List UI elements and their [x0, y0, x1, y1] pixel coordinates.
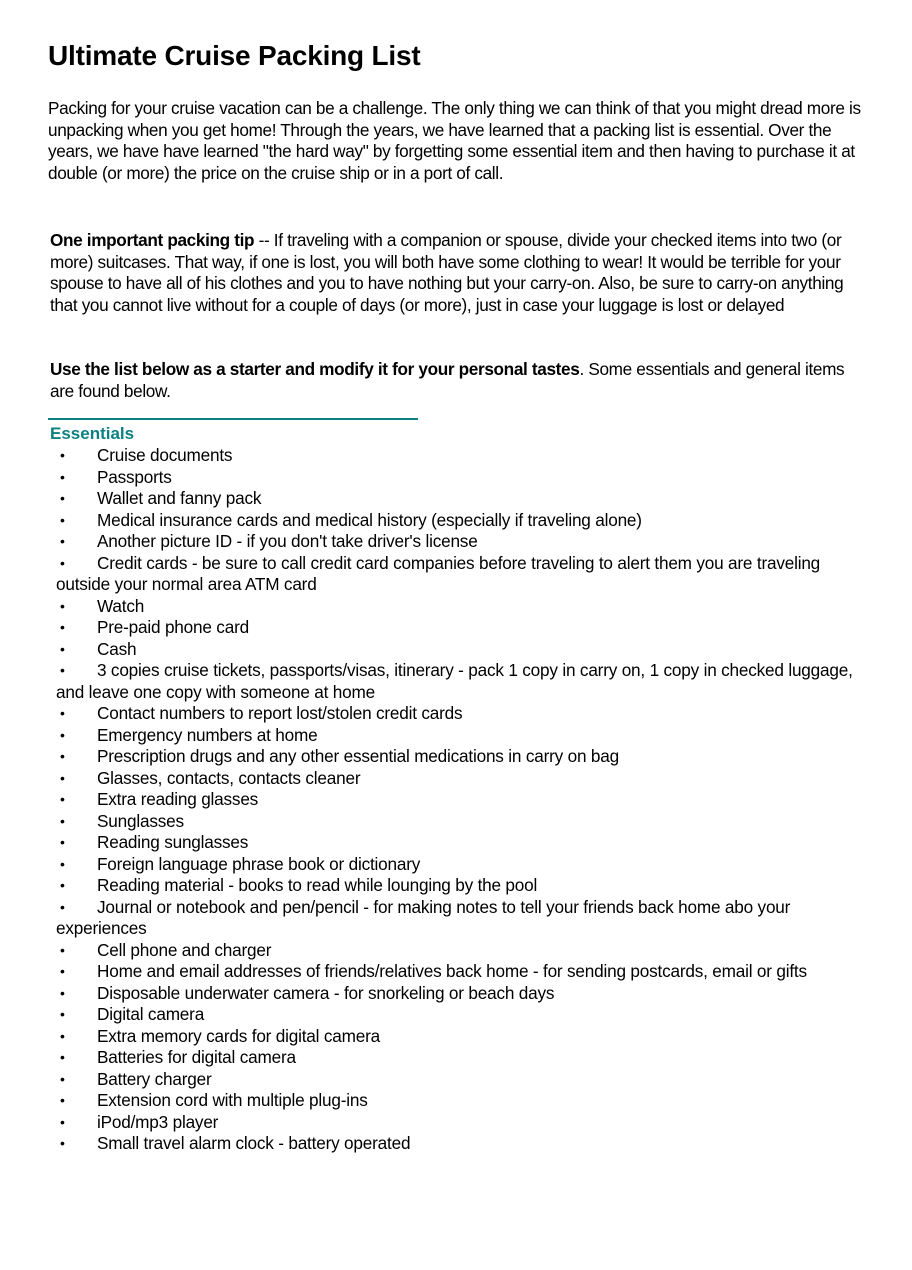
- list-item: [48, 1112, 878, 1134]
- list-item-text: Batteries for digital camera: [97, 1047, 296, 1067]
- list-item: [48, 983, 878, 1005]
- list-item: [48, 1090, 878, 1112]
- list-item-text: Wallet and fanny pack: [97, 488, 262, 508]
- bullet-icon: •: [60, 619, 65, 635]
- list-item-text: Reading sunglasses: [97, 832, 249, 852]
- packing-tip-text: -- If traveling with a companion or spouse, divide your checked items into two (or more) suitcases. That way, if one is lost, you will both have some clothing to wear! It would be terrible for your spouse to have all of his clothes and you to have nothing but your carry-on. Also, be sure to carry-on anything that you cannot live without for a couple of days (or more), just in case your luggage is lost or delayed: [50, 230, 844, 315]
- bullet-icon: •: [60, 1113, 65, 1130]
- bullet-icon: •: [60, 1070, 65, 1087]
- list-item: [48, 832, 878, 854]
- list-item: [48, 596, 878, 618]
- list-item: [48, 1133, 878, 1155]
- list-item: [48, 660, 878, 703]
- list-item-text: Contact numbers to report lost/stolen credit cards: [97, 703, 463, 723]
- starter-label: Use the list below as a starter and modify it for your personal tastes: [50, 359, 580, 379]
- list-item: [48, 746, 878, 768]
- bullet-icon: •: [60, 898, 65, 915]
- list-item-text: Extra memory cards for digital camera: [97, 1025, 380, 1046]
- bullet-icon: •: [60, 877, 65, 893]
- bullet-icon: •: [60, 597, 65, 614]
- bullet-icon: •: [60, 984, 65, 1001]
- list-item: [48, 897, 878, 940]
- list-item-text: Another picture ID - if you don't take driver's license: [97, 531, 478, 551]
- list-item-text: Home and email addresses of friends/relatives back home - for sending postcards, email or gifts: [97, 961, 807, 981]
- list-item-text: Emergency numbers at home: [97, 724, 318, 745]
- list-item: [48, 467, 878, 489]
- bullet-icon: •: [60, 705, 65, 721]
- list-item: [48, 510, 878, 532]
- list-item: [48, 617, 878, 639]
- bullet-icon: •: [60, 963, 65, 979]
- packing-tip-paragraph: [50, 230, 870, 316]
- list-item: [48, 940, 878, 962]
- intro-paragraph: Packing for your cruise vacation can be a challenge. The only thing we can think of that you might dread more is unpacking when you get home! Through the years, we have learned that a packing list is essential. Over the years, we have have learned "the hard way" by forgetting some essential item and then having to purchase it at double (or more) the price on the cruise ship or in a port of call.: [48, 98, 861, 183]
- packing-tip-label: One important packing tip: [50, 230, 255, 250]
- bullet-icon: •: [60, 855, 65, 872]
- list-item: [48, 1004, 878, 1026]
- bullet-icon: •: [60, 791, 65, 807]
- list-item: [48, 553, 878, 596]
- bullet-icon: •: [60, 662, 65, 678]
- list-item-text: Extra reading glasses: [97, 789, 259, 809]
- list-item-text: Cash: [97, 638, 137, 659]
- essentials-list: [48, 445, 878, 1155]
- bullet-icon: •: [60, 490, 65, 506]
- bullet-icon: •: [60, 748, 65, 764]
- bullet-icon: •: [60, 1027, 65, 1044]
- starter-paragraph: [50, 359, 870, 402]
- bullet-icon: •: [60, 1049, 65, 1065]
- list-item-text: Sunglasses: [97, 810, 184, 831]
- list-item: [48, 854, 878, 876]
- starter-text: . Some essentials and general items are found below.: [50, 359, 845, 401]
- list-item: [48, 445, 878, 467]
- list-item-text: Watch: [97, 595, 145, 616]
- list-item-text: 3 copies cruise tickets, passports/visas, itinerary - pack 1 copy in carry on, 1 copy in checked luggage, and leave one copy with someone at home: [56, 660, 853, 702]
- list-item-text: Prescription drugs and any other essential medications in carry on bag: [97, 746, 619, 766]
- list-item-text: Medical insurance cards and medical history (especially if traveling alone): [97, 509, 642, 530]
- list-item: [48, 1026, 878, 1048]
- list-item: [48, 725, 878, 747]
- bullet-icon: •: [60, 447, 65, 463]
- list-item-text: Battery charger: [97, 1068, 212, 1089]
- bullet-icon: •: [60, 468, 65, 485]
- list-item-text: Extension cord with multiple plug-ins: [97, 1090, 368, 1110]
- bullet-icon: •: [60, 640, 65, 657]
- list-item-text: Cruise documents: [97, 445, 233, 465]
- list-item: [48, 789, 878, 811]
- list-item: [48, 961, 878, 983]
- list-item: [48, 875, 878, 897]
- bullet-icon: •: [60, 769, 65, 786]
- list-item-text: Disposable underwater camera - for snorkeling or beach days: [97, 982, 555, 1003]
- bullet-icon: •: [60, 533, 65, 549]
- section-divider: [48, 418, 418, 420]
- bullet-icon: •: [60, 1092, 65, 1108]
- list-item-text: Cell phone and charger: [97, 939, 272, 960]
- list-item-text: Reading material - books to read while lounging by the pool: [97, 875, 538, 895]
- bullet-icon: •: [60, 1135, 65, 1151]
- bullet-icon: •: [60, 1006, 65, 1022]
- bullet-icon: •: [60, 511, 65, 528]
- list-item-text: Pre-paid phone card: [97, 617, 249, 637]
- bullet-icon: •: [60, 834, 65, 850]
- list-item-text: Glasses, contacts, contacts cleaner: [97, 767, 361, 788]
- list-item: [48, 768, 878, 790]
- list-item: [48, 488, 878, 510]
- list-item-text: Digital camera: [97, 1004, 205, 1024]
- list-item-text: iPod/mp3 player: [97, 1111, 219, 1132]
- list-item: [48, 1069, 878, 1091]
- list-item-text: Journal or notebook and pen/pencil - for making notes to tell your friends back home abo your experiences: [56, 896, 791, 938]
- list-item: [48, 811, 878, 833]
- list-item-text: Foreign language phrase book or dictionary: [97, 853, 421, 874]
- list-item: [48, 1047, 878, 1069]
- list-item-text: Small travel alarm clock - battery operated: [97, 1133, 411, 1153]
- bullet-icon: •: [60, 941, 65, 958]
- bullet-icon: •: [60, 726, 65, 743]
- list-item: [48, 703, 878, 725]
- bullet-icon: •: [60, 812, 65, 829]
- section-heading-essentials: Essentials: [50, 424, 135, 443]
- page-title: Ultimate Cruise Packing List: [48, 40, 421, 71]
- bullet-icon: •: [60, 554, 65, 571]
- list-item: [48, 639, 878, 661]
- list-item: [48, 531, 878, 553]
- list-item-text: Passports: [97, 466, 172, 487]
- list-item-text: Credit cards - be sure to call credit card companies before traveling to alert them you are traveling outside your normal area ATM card: [56, 552, 821, 594]
